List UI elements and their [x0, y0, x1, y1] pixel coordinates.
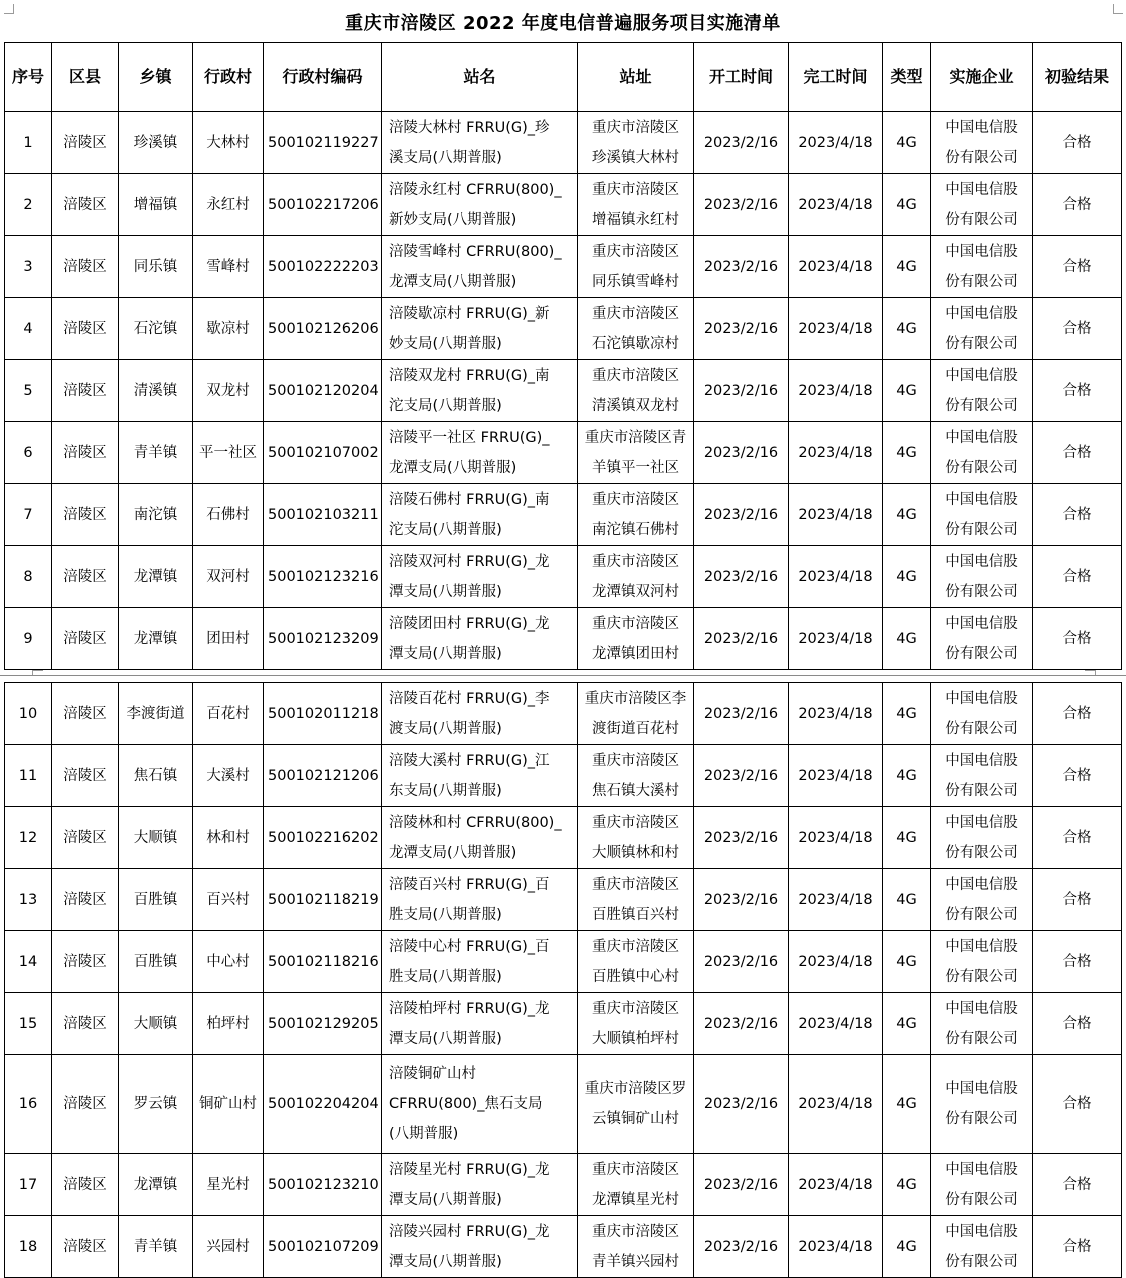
header-site-address: 站址 — [578, 43, 694, 112]
cell-town: 龙潭镇 — [119, 1154, 193, 1216]
table-row — [5, 360, 1122, 422]
table-row — [5, 683, 1122, 745]
cell-end-date: 2023/4/18 — [789, 112, 883, 174]
cell-start-date: 2023/2/16 — [694, 608, 789, 670]
header-company: 实施企业 — [931, 43, 1033, 112]
table-body-page-1 — [5, 112, 1122, 670]
cell-type: 4G — [883, 807, 931, 869]
cell-type: 4G — [883, 931, 931, 993]
cell-site-name: 涪陵雪峰村 CFRRU(800)_ 龙潭支局(八期普服) — [382, 236, 578, 298]
cell-site-address: 重庆市涪陵区 百胜镇中心村 — [578, 931, 694, 993]
cell-village-code: 500102107209 — [264, 1216, 382, 1278]
cell-type: 4G — [883, 422, 931, 484]
cell-site-address: 重庆市涪陵区 同乐镇雪峰村 — [578, 236, 694, 298]
cell-site-address: 重庆市涪陵区 大顺镇柏坪村 — [578, 993, 694, 1055]
cell-town: 百胜镇 — [119, 869, 193, 931]
cell-result: 合格 — [1033, 807, 1122, 869]
table-row — [5, 484, 1122, 546]
cell-type: 4G — [883, 236, 931, 298]
cell-village-code: 500102216202 — [264, 807, 382, 869]
cell-type: 4G — [883, 683, 931, 745]
cell-no: 10 — [5, 683, 52, 745]
cell-site-name: 涪陵双河村 FRRU(G)_龙 潭支局(八期普服) — [382, 546, 578, 608]
cell-start-date: 2023/2/16 — [694, 112, 789, 174]
table-row — [5, 546, 1122, 608]
cell-no: 16 — [5, 1055, 52, 1154]
cell-company: 中国电信股 份有限公司 — [931, 112, 1033, 174]
cell-no: 6 — [5, 422, 52, 484]
table-row — [5, 745, 1122, 807]
cell-type: 4G — [883, 1216, 931, 1278]
cell-county: 涪陵区 — [52, 174, 119, 236]
cell-type: 4G — [883, 112, 931, 174]
cell-town: 焦石镇 — [119, 745, 193, 807]
cell-county: 涪陵区 — [52, 608, 119, 670]
table-row — [5, 807, 1122, 869]
cell-town: 珍溪镇 — [119, 112, 193, 174]
cell-village-code: 500102204204 — [264, 1055, 382, 1154]
cell-type: 4G — [883, 1055, 931, 1154]
cell-county: 涪陵区 — [52, 360, 119, 422]
cell-company: 中国电信股 份有限公司 — [931, 993, 1033, 1055]
cell-village: 柏坪村 — [193, 993, 264, 1055]
cell-company: 中国电信股 份有限公司 — [931, 484, 1033, 546]
cell-result: 合格 — [1033, 484, 1122, 546]
cell-town: 南沱镇 — [119, 484, 193, 546]
cell-result: 合格 — [1033, 174, 1122, 236]
cell-site-name: 涪陵铜矿山村 CFRRU(800)_焦石支局 (八期普服) — [382, 1055, 578, 1154]
table-row — [5, 174, 1122, 236]
cell-site-address: 重庆市涪陵区 龙潭镇团田村 — [578, 608, 694, 670]
cell-company: 中国电信股 份有限公司 — [931, 236, 1033, 298]
header-result: 初验结果 — [1033, 43, 1122, 112]
cell-result: 合格 — [1033, 112, 1122, 174]
table-body-page-2 — [5, 683, 1122, 1278]
cell-site-name: 涪陵百兴村 FRRU(G)_百 胜支局(八期普服) — [382, 869, 578, 931]
cell-site-address: 重庆市涪陵区 增福镇永红村 — [578, 174, 694, 236]
cell-company: 中国电信股 份有限公司 — [931, 608, 1033, 670]
cell-village-code: 500102011218 — [264, 683, 382, 745]
cell-town: 增福镇 — [119, 174, 193, 236]
cell-end-date: 2023/4/18 — [789, 931, 883, 993]
cell-county: 涪陵区 — [52, 931, 119, 993]
cell-village: 永红村 — [193, 174, 264, 236]
cell-site-address: 重庆市涪陵区 青羊镇兴园村 — [578, 1216, 694, 1278]
cell-site-name: 涪陵平一社区 FRRU(G)_ 龙潭支局(八期普服) — [382, 422, 578, 484]
cell-county: 涪陵区 — [52, 869, 119, 931]
cell-result: 合格 — [1033, 931, 1122, 993]
cell-town: 石沱镇 — [119, 298, 193, 360]
cell-county: 涪陵区 — [52, 807, 119, 869]
cell-result: 合格 — [1033, 422, 1122, 484]
project-table-page-2 — [4, 682, 1122, 1278]
cell-type: 4G — [883, 608, 931, 670]
cell-result: 合格 — [1033, 608, 1122, 670]
cell-county: 涪陵区 — [52, 236, 119, 298]
project-table-page-1 — [4, 42, 1122, 670]
cell-start-date: 2023/2/16 — [694, 869, 789, 931]
cell-county: 涪陵区 — [52, 993, 119, 1055]
header-county: 区县 — [52, 43, 119, 112]
cell-company: 中国电信股 份有限公司 — [931, 546, 1033, 608]
cell-end-date: 2023/4/18 — [789, 608, 883, 670]
cell-site-address: 重庆市涪陵区 大顺镇林和村 — [578, 807, 694, 869]
cell-county: 涪陵区 — [52, 484, 119, 546]
cell-village-code: 500102118216 — [264, 931, 382, 993]
cell-site-name: 涪陵百花村 FRRU(G)_李 渡支局(八期普服) — [382, 683, 578, 745]
cell-village: 百花村 — [193, 683, 264, 745]
cell-result: 合格 — [1033, 1154, 1122, 1216]
cell-village: 双河村 — [193, 546, 264, 608]
cell-village: 歇凉村 — [193, 298, 264, 360]
cell-town: 百胜镇 — [119, 931, 193, 993]
cell-site-name: 涪陵大溪村 FRRU(G)_江 东支局(八期普服) — [382, 745, 578, 807]
cell-no: 3 — [5, 236, 52, 298]
cell-start-date: 2023/2/16 — [694, 422, 789, 484]
cell-site-address: 重庆市涪陵区 清溪镇双龙村 — [578, 360, 694, 422]
cell-town: 大顺镇 — [119, 993, 193, 1055]
header-site-name: 站名 — [382, 43, 578, 112]
cell-village-code: 500102118219 — [264, 869, 382, 931]
cell-no: 9 — [5, 608, 52, 670]
cell-village: 雪峰村 — [193, 236, 264, 298]
cell-site-name: 涪陵永红村 CFRRU(800)_ 新妙支局(八期普服) — [382, 174, 578, 236]
cell-county: 涪陵区 — [52, 683, 119, 745]
cell-village: 星光村 — [193, 1154, 264, 1216]
cell-village: 平一社区 — [193, 422, 264, 484]
cell-town: 大顺镇 — [119, 807, 193, 869]
header-end-date: 完工时间 — [789, 43, 883, 112]
cell-end-date: 2023/4/18 — [789, 745, 883, 807]
cell-start-date: 2023/2/16 — [694, 993, 789, 1055]
cell-village-code: 500102123209 — [264, 608, 382, 670]
cell-result: 合格 — [1033, 683, 1122, 745]
cell-site-address: 重庆市涪陵区 石沱镇歇凉村 — [578, 298, 694, 360]
cell-village: 中心村 — [193, 931, 264, 993]
cell-result: 合格 — [1033, 993, 1122, 1055]
cell-village-code: 500102123216 — [264, 546, 382, 608]
cell-village-code: 500102119227 — [264, 112, 382, 174]
cell-result: 合格 — [1033, 745, 1122, 807]
cell-company: 中国电信股 份有限公司 — [931, 869, 1033, 931]
cell-no: 4 — [5, 298, 52, 360]
cell-end-date: 2023/4/18 — [789, 993, 883, 1055]
cell-site-name: 涪陵中心村 FRRU(G)_百 胜支局(八期普服) — [382, 931, 578, 993]
cell-site-name: 涪陵歇凉村 FRRU(G)_新 妙支局(八期普服) — [382, 298, 578, 360]
cell-company: 中国电信股 份有限公司 — [931, 1055, 1033, 1154]
cell-company: 中国电信股 份有限公司 — [931, 1154, 1033, 1216]
cell-type: 4G — [883, 745, 931, 807]
table-row — [5, 869, 1122, 931]
table-row — [5, 608, 1122, 670]
document-title: 重庆市涪陵区 2022 年度电信普遍服务项目实施清单 — [345, 13, 781, 34]
cell-no: 1 — [5, 112, 52, 174]
header-town: 乡镇 — [119, 43, 193, 112]
cell-result: 合格 — [1033, 869, 1122, 931]
cell-town: 青羊镇 — [119, 1216, 193, 1278]
cell-company: 中国电信股 份有限公司 — [931, 174, 1033, 236]
cell-start-date: 2023/2/16 — [694, 484, 789, 546]
cell-start-date: 2023/2/16 — [694, 360, 789, 422]
cell-company: 中国电信股 份有限公司 — [931, 683, 1033, 745]
cell-village: 大林村 — [193, 112, 264, 174]
cell-village: 林和村 — [193, 807, 264, 869]
cell-result: 合格 — [1033, 1055, 1122, 1154]
cell-start-date: 2023/2/16 — [694, 931, 789, 993]
cell-end-date: 2023/4/18 — [789, 807, 883, 869]
cell-start-date: 2023/2/16 — [694, 1055, 789, 1154]
table-row — [5, 112, 1122, 174]
cell-no: 11 — [5, 745, 52, 807]
cell-site-address: 重庆市涪陵区 南沱镇石佛村 — [578, 484, 694, 546]
cell-no: 13 — [5, 869, 52, 931]
cell-site-name: 涪陵团田村 FRRU(G)_龙 潭支局(八期普服) — [382, 608, 578, 670]
cell-result: 合格 — [1033, 546, 1122, 608]
cell-site-address: 重庆市涪陵区青 羊镇平一社区 — [578, 422, 694, 484]
header-type: 类型 — [883, 43, 931, 112]
cell-village-code: 500102103211 — [264, 484, 382, 546]
cell-county: 涪陵区 — [52, 112, 119, 174]
cell-town: 龙潭镇 — [119, 608, 193, 670]
cell-start-date: 2023/2/16 — [694, 1154, 789, 1216]
cell-company: 中国电信股 份有限公司 — [931, 931, 1033, 993]
cell-no: 2 — [5, 174, 52, 236]
cell-type: 4G — [883, 174, 931, 236]
cell-county: 涪陵区 — [52, 1216, 119, 1278]
cell-end-date: 2023/4/18 — [789, 1154, 883, 1216]
cell-end-date: 2023/4/18 — [789, 546, 883, 608]
cell-village: 双龙村 — [193, 360, 264, 422]
cell-start-date: 2023/2/16 — [694, 546, 789, 608]
cell-county: 涪陵区 — [52, 298, 119, 360]
cell-end-date: 2023/4/18 — [789, 236, 883, 298]
header-village: 行政村 — [193, 43, 264, 112]
table-row — [5, 1055, 1122, 1154]
cell-start-date: 2023/2/16 — [694, 683, 789, 745]
cell-no: 5 — [5, 360, 52, 422]
cell-result: 合格 — [1033, 298, 1122, 360]
cell-company: 中国电信股 份有限公司 — [931, 807, 1033, 869]
cell-company: 中国电信股 份有限公司 — [931, 745, 1033, 807]
cell-village-code: 500102120204 — [264, 360, 382, 422]
cell-site-name: 涪陵大林村 FRRU(G)_珍 溪支局(八期普服) — [382, 112, 578, 174]
cell-type: 4G — [883, 360, 931, 422]
cell-county: 涪陵区 — [52, 546, 119, 608]
cell-start-date: 2023/2/16 — [694, 1216, 789, 1278]
cell-site-address: 重庆市涪陵区 龙潭镇双河村 — [578, 546, 694, 608]
cell-company: 中国电信股 份有限公司 — [931, 1216, 1033, 1278]
cell-result: 合格 — [1033, 236, 1122, 298]
cell-village-code: 500102121206 — [264, 745, 382, 807]
page-break-line — [0, 675, 1126, 676]
cell-county: 涪陵区 — [52, 745, 119, 807]
cell-company: 中国电信股 份有限公司 — [931, 298, 1033, 360]
cell-site-name: 涪陵柏坪村 FRRU(G)_龙 潭支局(八期普服) — [382, 993, 578, 1055]
cell-town: 龙潭镇 — [119, 546, 193, 608]
cell-end-date: 2023/4/18 — [789, 484, 883, 546]
cell-site-name: 涪陵林和村 CFRRU(800)_ 龙潭支局(八期普服) — [382, 807, 578, 869]
cell-type: 4G — [883, 484, 931, 546]
cell-no: 18 — [5, 1216, 52, 1278]
table-row — [5, 993, 1122, 1055]
cell-site-name: 涪陵星光村 FRRU(G)_龙 潭支局(八期普服) — [382, 1154, 578, 1216]
cell-county: 涪陵区 — [52, 422, 119, 484]
cell-village: 铜矿山村 — [193, 1055, 264, 1154]
cell-type: 4G — [883, 298, 931, 360]
cell-site-address: 重庆市涪陵区李 渡街道百花村 — [578, 683, 694, 745]
cell-village-code: 500102126206 — [264, 298, 382, 360]
cell-start-date: 2023/2/16 — [694, 807, 789, 869]
cell-village-code: 500102217206 — [264, 174, 382, 236]
header-village-code: 行政村编码 — [264, 43, 382, 112]
cell-village: 团田村 — [193, 608, 264, 670]
cell-town: 李渡街道 — [119, 683, 193, 745]
cell-county: 涪陵区 — [52, 1055, 119, 1154]
cell-end-date: 2023/4/18 — [789, 683, 883, 745]
cell-town: 青羊镇 — [119, 422, 193, 484]
cell-village: 兴园村 — [193, 1216, 264, 1278]
cell-no: 12 — [5, 807, 52, 869]
table-row — [5, 1154, 1122, 1216]
cell-site-name: 涪陵双龙村 FRRU(G)_南 沱支局(八期普服) — [382, 360, 578, 422]
table-row — [5, 1216, 1122, 1278]
cell-start-date: 2023/2/16 — [694, 174, 789, 236]
cell-end-date: 2023/4/18 — [789, 360, 883, 422]
cell-county: 涪陵区 — [52, 1154, 119, 1216]
cell-no: 14 — [5, 931, 52, 993]
table-row — [5, 422, 1122, 484]
cell-no: 15 — [5, 993, 52, 1055]
table-header-row — [5, 43, 1122, 112]
cell-town: 清溪镇 — [119, 360, 193, 422]
cell-village-code: 500102222203 — [264, 236, 382, 298]
cell-company: 中国电信股 份有限公司 — [931, 422, 1033, 484]
cell-start-date: 2023/2/16 — [694, 236, 789, 298]
cell-type: 4G — [883, 869, 931, 931]
cell-no: 17 — [5, 1154, 52, 1216]
cell-company: 中国电信股 份有限公司 — [931, 360, 1033, 422]
cell-site-address: 重庆市涪陵区 焦石镇大溪村 — [578, 745, 694, 807]
cell-site-address: 重庆市涪陵区 龙潭镇星光村 — [578, 1154, 694, 1216]
cell-no: 8 — [5, 546, 52, 608]
cell-type: 4G — [883, 1154, 931, 1216]
cell-village-code: 500102123210 — [264, 1154, 382, 1216]
cell-start-date: 2023/2/16 — [694, 745, 789, 807]
cell-town: 罗云镇 — [119, 1055, 193, 1154]
header-start-date: 开工时间 — [694, 43, 789, 112]
cell-village: 百兴村 — [193, 869, 264, 931]
table-row — [5, 931, 1122, 993]
header-no: 序号 — [5, 43, 52, 112]
cell-site-name: 涪陵兴园村 FRRU(G)_龙 潭支局(八期普服) — [382, 1216, 578, 1278]
cell-end-date: 2023/4/18 — [789, 1216, 883, 1278]
cell-no: 7 — [5, 484, 52, 546]
cell-village: 石佛村 — [193, 484, 264, 546]
cell-site-address: 重庆市涪陵区罗 云镇铜矿山村 — [578, 1055, 694, 1154]
cell-village: 大溪村 — [193, 745, 264, 807]
cell-end-date: 2023/4/18 — [789, 298, 883, 360]
cell-start-date: 2023/2/16 — [694, 298, 789, 360]
cell-result: 合格 — [1033, 1216, 1122, 1278]
cell-end-date: 2023/4/18 — [789, 869, 883, 931]
cell-site-name: 涪陵石佛村 FRRU(G)_南 沱支局(八期普服) — [382, 484, 578, 546]
cell-type: 4G — [883, 546, 931, 608]
cell-site-address: 重庆市涪陵区 百胜镇百兴村 — [578, 869, 694, 931]
cell-end-date: 2023/4/18 — [789, 174, 883, 236]
cell-end-date: 2023/4/18 — [789, 422, 883, 484]
cell-town: 同乐镇 — [119, 236, 193, 298]
table-row — [5, 236, 1122, 298]
cell-village-code: 500102129205 — [264, 993, 382, 1055]
cell-village-code: 500102107002 — [264, 422, 382, 484]
table-row — [5, 298, 1122, 360]
cell-result: 合格 — [1033, 360, 1122, 422]
cell-type: 4G — [883, 993, 931, 1055]
cell-site-address: 重庆市涪陵区 珍溪镇大林村 — [578, 112, 694, 174]
cell-end-date: 2023/4/18 — [789, 1055, 883, 1154]
